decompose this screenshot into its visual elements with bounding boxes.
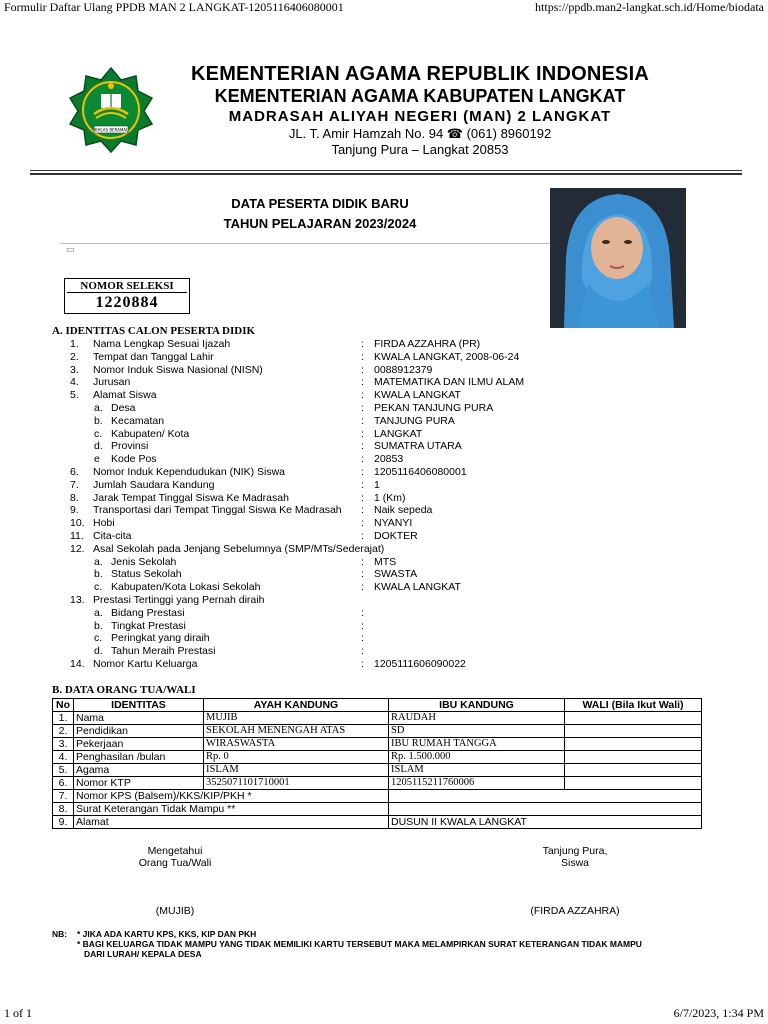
selection-number-box bbox=[64, 278, 190, 314]
cell-no: 1. bbox=[53, 712, 74, 725]
table-row bbox=[53, 712, 702, 725]
item-colon: : bbox=[361, 606, 364, 619]
cell-no: 6. bbox=[53, 777, 74, 790]
item-label: Nomor Kartu Keluarga bbox=[93, 658, 198, 670]
signature-student-line1: Tanjung Pura, bbox=[542, 845, 608, 857]
item-value: LANGKAT bbox=[374, 427, 423, 440]
letterhead bbox=[170, 62, 670, 158]
cell-wali bbox=[565, 738, 702, 751]
item-value: SUMATRA UTARA bbox=[374, 440, 462, 453]
section-a-title: A. IDENTITAS CALON PESERTA DIDIK bbox=[52, 325, 256, 337]
letterhead-divider-thick bbox=[30, 173, 742, 175]
item-label: Jenis Sekolah bbox=[111, 555, 177, 568]
item-sub-letter: b. bbox=[94, 619, 103, 632]
item-number: 5. bbox=[70, 389, 79, 402]
list-item bbox=[0, 620, 768, 633]
cell-ayah: Rp. 0 bbox=[204, 751, 389, 764]
document-title bbox=[160, 194, 480, 234]
letterhead-address: JL. T. Amir Hamzah No. 94 ☎ (061) 8960192 bbox=[288, 126, 552, 141]
list-item bbox=[0, 440, 768, 453]
item-label: Kode Pos bbox=[111, 453, 157, 466]
item-colon: : bbox=[361, 338, 364, 350]
cell-ayah: ISLAM bbox=[204, 764, 389, 777]
footnote bbox=[52, 929, 642, 959]
item-colon: : bbox=[361, 440, 364, 453]
print-url: https://ppdb.man2-langkat.sch.id/Home/biodata bbox=[535, 0, 764, 14]
list-item bbox=[0, 632, 768, 645]
print-title: Formulir Daftar Ulang PPDB MAN 2 LANGKAT-1205116406080001 bbox=[4, 0, 344, 14]
cell-ibu: Rp. 1.500.000 bbox=[389, 751, 565, 764]
cell-identitas: Nama bbox=[74, 712, 204, 725]
list-item bbox=[0, 428, 768, 441]
item-label: Jarak Tempat Tinggal Siswa Ke Madrasah bbox=[93, 491, 289, 504]
item-label: Kabupaten/ Kota bbox=[111, 427, 190, 440]
item-value: KWALA LANGKAT bbox=[374, 389, 461, 402]
item-colon: : bbox=[361, 530, 364, 542]
item-sub-letter: a. bbox=[94, 555, 103, 568]
list-item bbox=[0, 466, 768, 479]
item-label: Nama Lengkap Sesuai Ijazah bbox=[93, 338, 231, 350]
selection-number-label: NOMOR SELEKSI bbox=[67, 280, 187, 293]
table-row bbox=[53, 777, 702, 790]
list-item bbox=[0, 530, 768, 543]
item-number: 3. bbox=[70, 363, 79, 376]
item-number: 9. bbox=[70, 504, 79, 517]
kemenag-logo-icon bbox=[68, 66, 154, 154]
item-label: Prestasi Tertinggi yang Pernah diraih bbox=[93, 594, 265, 606]
list-item bbox=[0, 504, 768, 517]
item-colon: : bbox=[361, 645, 364, 658]
item-sub-letter: d. bbox=[94, 645, 103, 658]
item-number: 13. bbox=[70, 594, 85, 606]
item-colon: : bbox=[361, 453, 364, 466]
item-value: 1 bbox=[374, 478, 380, 491]
list-item bbox=[0, 376, 768, 389]
student-photo bbox=[550, 188, 686, 328]
item-number: 1. bbox=[70, 338, 79, 350]
list-item bbox=[0, 492, 768, 505]
cell-ayah: 3525071101710001 bbox=[204, 777, 389, 790]
cell-no: 2. bbox=[53, 725, 74, 738]
item-colon: : bbox=[361, 658, 364, 670]
item-value: 20853 bbox=[374, 453, 404, 466]
cell-identitas: Agama bbox=[74, 764, 204, 777]
item-value: FIRDA AZZAHRA (PR) bbox=[374, 338, 481, 350]
cell-no: 7. bbox=[53, 790, 74, 803]
list-item bbox=[0, 364, 768, 377]
item-colon: : bbox=[361, 427, 364, 440]
list-item bbox=[0, 389, 768, 402]
cell-identitas: Pekerjaan bbox=[74, 738, 204, 751]
table-row bbox=[53, 790, 702, 803]
item-label: Nomor Induk Siswa Nasional (NISN) bbox=[93, 363, 263, 376]
table-header-row bbox=[53, 699, 702, 712]
list-item bbox=[0, 517, 768, 530]
list-item bbox=[0, 645, 768, 658]
table-row bbox=[53, 816, 702, 829]
table-row bbox=[53, 725, 702, 738]
footnote-label: NB: bbox=[52, 929, 68, 939]
table-row bbox=[53, 764, 702, 777]
signature-parent-line1: Mengetahui bbox=[147, 845, 203, 857]
cell-value: DUSUN II KWALA LANGKAT bbox=[389, 816, 702, 829]
list-item bbox=[0, 402, 768, 415]
cell-identitas: Alamat bbox=[74, 816, 389, 829]
item-colon: : bbox=[361, 619, 364, 632]
item-sub-letter: a. bbox=[94, 402, 103, 414]
item-number: 8. bbox=[70, 491, 79, 504]
item-colon: : bbox=[361, 414, 364, 427]
list-item bbox=[0, 594, 768, 607]
item-colon: : bbox=[361, 555, 364, 568]
item-sub-letter: b. bbox=[94, 414, 103, 427]
list-item bbox=[0, 658, 768, 671]
item-sub-letter: c. bbox=[94, 581, 103, 594]
selection-number-value: 1220884 bbox=[95, 294, 159, 311]
document-title-line2: TAHUN PELAJARAN 2023/2024 bbox=[223, 216, 417, 231]
item-label: Status Sekolah bbox=[111, 568, 182, 581]
cell-wali bbox=[565, 725, 702, 738]
item-colon: : bbox=[361, 389, 364, 402]
item-colon: : bbox=[361, 568, 364, 581]
item-value: DOKTER bbox=[374, 530, 418, 542]
item-sub-letter: c. bbox=[94, 427, 103, 440]
cell-ibu: SD bbox=[389, 725, 565, 738]
letterhead-line1: KEMENTERIAN AGAMA REPUBLIK INDONESIA bbox=[191, 63, 649, 85]
item-value: 1205111606090022 bbox=[374, 658, 466, 670]
footnote-line3: DARI LURAH/ KEPALA DESA bbox=[84, 949, 202, 959]
list-item bbox=[0, 479, 768, 492]
item-colon: : bbox=[361, 504, 364, 517]
item-number: 10. bbox=[70, 517, 85, 530]
letterhead-line3: MADRASAH ALIYAH NEGERI (MAN) 2 LANGKAT bbox=[228, 108, 612, 125]
broken-image-icon: ▭ bbox=[66, 244, 75, 254]
document-title-line1: DATA PESERTA DIDIK BARU bbox=[231, 196, 409, 211]
item-label: Jumlah Saudara Kandung bbox=[93, 478, 215, 491]
signature-parent-name: (MUJIB) bbox=[155, 905, 195, 917]
item-sub-letter: e bbox=[94, 453, 100, 466]
col-header-ibu: IBU KANDUNG bbox=[389, 699, 565, 712]
item-label: Asal Sekolah pada Jenjang Sebelumnya (SMP/MTs/Sederajat) bbox=[93, 542, 385, 555]
item-sub-letter: b. bbox=[94, 568, 103, 581]
cell-no: 8. bbox=[53, 803, 74, 816]
cell-wali bbox=[565, 751, 702, 764]
cell-value bbox=[389, 803, 702, 816]
cell-no: 4. bbox=[53, 751, 74, 764]
item-number: 2. bbox=[70, 350, 79, 363]
item-label: Tempat dan Tanggal Lahir bbox=[93, 350, 214, 363]
item-label: Tahun Meraih Prestasi bbox=[111, 645, 216, 658]
footnote-line1: * JIKA ADA KARTU KPS, KKS, KIP DAN PKH bbox=[77, 929, 257, 939]
item-sub-letter: a. bbox=[94, 606, 103, 619]
print-footer bbox=[4, 1006, 764, 1022]
item-label: Transportasi dari Tempat Tinggal Siswa Ke Madrasah bbox=[93, 504, 342, 517]
svg-text:IKHLAS BERAMAL: IKHLAS BERAMAL bbox=[93, 127, 129, 133]
item-colon: : bbox=[361, 402, 364, 414]
cell-wali bbox=[565, 777, 702, 790]
item-number: 11. bbox=[70, 530, 84, 542]
list-item bbox=[0, 453, 768, 466]
section-b-title: B. DATA ORANG TUA/WALI bbox=[52, 684, 196, 696]
list-item bbox=[0, 607, 768, 620]
print-datetime: 6/7/2023, 1:34 PM bbox=[673, 1006, 764, 1020]
item-value: TANJUNG PURA bbox=[374, 414, 455, 427]
col-header-identitas: IDENTITAS bbox=[74, 699, 204, 712]
cell-identitas: Penghasilan /bulan bbox=[74, 751, 204, 764]
item-colon: : bbox=[361, 517, 364, 530]
letterhead-divider bbox=[30, 170, 742, 171]
item-value: SWASTA bbox=[374, 568, 418, 581]
cell-wali bbox=[565, 764, 702, 777]
signature-student-name: (FIRDA AZZAHRA) bbox=[530, 905, 620, 917]
cell-wali bbox=[565, 712, 702, 725]
list-item bbox=[0, 543, 768, 556]
table-row bbox=[53, 738, 702, 751]
col-header-ayah: AYAH KANDUNG bbox=[204, 699, 389, 712]
item-value: KWALA LANGKAT, 2008-06-24 bbox=[374, 350, 520, 363]
letterhead-city: Tanjung Pura – Langkat 20853 bbox=[331, 142, 509, 157]
item-label: Jurusan bbox=[93, 376, 131, 389]
item-value: 1 (Km) bbox=[374, 491, 406, 504]
cell-ibu: ISLAM bbox=[389, 764, 565, 777]
cell-ayah: WIRASWASTA bbox=[204, 738, 389, 751]
item-value: 0088912379 bbox=[374, 363, 433, 376]
item-label: Nomor Induk Kependudukan (NIK) Siswa bbox=[93, 466, 286, 478]
item-label: Desa bbox=[111, 402, 136, 414]
table-row bbox=[53, 751, 702, 764]
item-sub-letter: c. bbox=[94, 632, 103, 645]
item-number: 7. bbox=[70, 478, 79, 491]
list-item bbox=[0, 568, 768, 581]
item-number: 4. bbox=[70, 376, 79, 389]
cell-ayah: MUJIB bbox=[204, 712, 389, 725]
list-item bbox=[0, 338, 768, 351]
parent-data-table bbox=[52, 698, 702, 829]
broken-image-line bbox=[60, 243, 550, 244]
item-value: MATEMATIKA DAN ILMU ALAM bbox=[374, 376, 525, 389]
signature-parent-line2: Orang Tua/Wali bbox=[138, 857, 212, 869]
item-colon: : bbox=[361, 350, 364, 363]
cell-no: 9. bbox=[53, 816, 74, 829]
item-label: Tingkat Prestasi bbox=[111, 619, 186, 632]
item-value: NYANYI bbox=[374, 517, 413, 530]
item-colon: : bbox=[361, 363, 364, 376]
item-number: 14. bbox=[70, 658, 85, 670]
item-value: PEKAN TANJUNG PURA bbox=[374, 402, 494, 414]
cell-no: 3. bbox=[53, 738, 74, 751]
item-number: 6. bbox=[70, 466, 79, 478]
cell-ayah: SEKOLAH MENENGAH ATAS bbox=[204, 725, 389, 738]
item-label: Provinsi bbox=[111, 440, 149, 453]
cell-identitas: Pendidikan bbox=[74, 725, 204, 738]
item-colon: : bbox=[361, 491, 364, 504]
print-page-number: 1 of 1 bbox=[4, 1006, 32, 1020]
item-sub-letter: d. bbox=[94, 440, 103, 453]
print-header bbox=[4, 0, 764, 16]
cell-identitas: Surat Keterangan Tidak Mampu ** bbox=[74, 803, 389, 816]
letterhead-line2: KEMENTERIAN AGAMA KABUPATEN LANGKAT bbox=[214, 86, 626, 106]
cell-ibu: IBU RUMAH TANGGA bbox=[389, 738, 565, 751]
cell-ibu: 1205115211760006 bbox=[389, 777, 565, 790]
item-label: Bidang Prestasi bbox=[111, 606, 185, 619]
item-value: KWALA LANGKAT bbox=[374, 581, 461, 594]
signature-student-line2: Siswa bbox=[560, 857, 589, 869]
item-colon: : bbox=[361, 478, 364, 491]
list-item bbox=[0, 556, 768, 569]
list-item bbox=[0, 351, 768, 364]
item-label: Cita-cita bbox=[93, 530, 132, 542]
item-colon: : bbox=[361, 581, 364, 594]
item-number: 12. bbox=[70, 542, 85, 555]
item-colon: : bbox=[361, 632, 364, 645]
cell-identitas: Nomor KPS (Balsem)/KKS/KIP/PKH * bbox=[74, 790, 389, 803]
cell-ibu: RAUDAH bbox=[389, 712, 565, 725]
cell-identitas: Nomor KTP bbox=[74, 777, 204, 790]
item-label: Hobi bbox=[93, 517, 115, 530]
item-label: Peringkat yang diraih bbox=[111, 632, 210, 645]
item-label: Kabupaten/Kota Lokasi Sekolah bbox=[111, 581, 261, 594]
list-item bbox=[0, 581, 768, 594]
table-row bbox=[53, 803, 702, 816]
footnote-line2: * BAGI KELUARGA TIDAK MAMPU YANG TIDAK MEMILIKI KARTU TERSEBUT MAKA MELAMPIRKAN SURAT KETERANGAN TIDAK MAMPU bbox=[77, 939, 642, 949]
list-item bbox=[0, 415, 768, 428]
student-photo-image bbox=[550, 188, 686, 328]
item-value: MTS bbox=[374, 555, 397, 568]
signature-student bbox=[520, 845, 630, 869]
item-colon: : bbox=[361, 466, 364, 478]
col-header-no: No bbox=[53, 699, 74, 712]
cell-value bbox=[389, 790, 702, 803]
item-label: Alamat Siswa bbox=[93, 389, 157, 402]
cell-no: 5. bbox=[53, 764, 74, 777]
item-label: Kecamatan bbox=[111, 414, 165, 427]
signature-parent bbox=[120, 845, 230, 869]
item-value: Naik sepeda bbox=[374, 504, 433, 517]
col-header-wali: WALI (Bila Ikut Wali) bbox=[565, 699, 702, 712]
item-value: 1205116406080001 bbox=[374, 466, 467, 478]
item-colon: : bbox=[361, 376, 364, 389]
